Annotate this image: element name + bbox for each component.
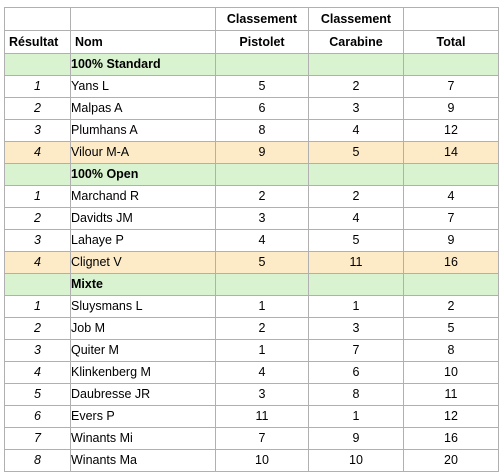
category-cell-empty[interactable] [404,164,499,186]
carabine-cell[interactable]: 2 [309,76,404,98]
name-cell[interactable]: Marchand R [71,186,216,208]
header-resultat[interactable]: Résultat [5,31,71,54]
carabine-cell[interactable]: 4 [309,208,404,230]
table-row [5,340,499,362]
pistolet-cell[interactable]: 1 [216,340,309,362]
header-row-top [5,8,499,31]
name-cell[interactable]: Malpas A [71,98,216,120]
table-row [5,450,499,472]
rank-cell[interactable]: 2 [5,98,71,120]
total-cell[interactable]: 9 [404,230,499,252]
header-classement-pistolet[interactable]: Classement [216,8,309,31]
header-row [5,31,499,54]
pistolet-cell[interactable]: 1 [216,296,309,318]
total-cell[interactable]: 10 [404,362,499,384]
rank-cell[interactable]: 4 [5,362,71,384]
category-cell-empty[interactable] [216,164,309,186]
table-row [5,318,499,340]
rank-cell[interactable]: 3 [5,230,71,252]
header-pistolet[interactable]: Pistolet [216,31,309,54]
total-cell[interactable]: 7 [404,208,499,230]
total-cell[interactable]: 11 [404,384,499,406]
name-cell[interactable]: Clignet V [71,252,216,274]
name-cell[interactable]: Lahaye P [71,230,216,252]
pistolet-cell[interactable]: 10 [216,450,309,472]
carabine-cell[interactable]: 8 [309,384,404,406]
total-cell[interactable]: 16 [404,428,499,450]
table-row [5,142,499,164]
carabine-cell[interactable]: 4 [309,120,404,142]
pistolet-cell[interactable]: 2 [216,318,309,340]
category-cell-empty[interactable] [5,54,71,76]
pistolet-cell[interactable]: 4 [216,230,309,252]
table-row [5,120,499,142]
rank-cell[interactable]: 8 [5,450,71,472]
total-cell[interactable]: 12 [404,120,499,142]
carabine-cell[interactable]: 3 [309,98,404,120]
table-row [5,186,499,208]
total-cell[interactable]: 7 [404,76,499,98]
header-classement-carabine[interactable]: Classement [309,8,404,31]
carabine-cell[interactable]: 2 [309,186,404,208]
table-row [5,296,499,318]
carabine-cell[interactable]: 11 [309,252,404,274]
category-cell-empty[interactable] [216,54,309,76]
rank-cell[interactable]: 4 [5,252,71,274]
name-cell[interactable]: Quiter M [71,340,216,362]
category-cell-empty[interactable] [309,54,404,76]
pistolet-cell[interactable]: 8 [216,120,309,142]
name-cell[interactable]: Vilour M-A [71,142,216,164]
category-row [5,274,499,296]
carabine-cell[interactable]: 7 [309,340,404,362]
header-nom[interactable]: Nom [71,31,216,54]
rank-cell[interactable]: 7 [5,428,71,450]
name-cell[interactable]: Evers P [71,406,216,428]
table-row [5,406,499,428]
rank-cell[interactable]: 3 [5,120,71,142]
pistolet-cell[interactable]: 6 [216,98,309,120]
table-row [5,230,499,252]
pistolet-cell[interactable]: 3 [216,384,309,406]
category-title[interactable]: 100% Open [71,164,216,186]
results-table [4,7,499,472]
name-cell[interactable]: Daubresse JR [71,384,216,406]
rank-cell[interactable]: 1 [5,76,71,98]
pistolet-cell[interactable]: 5 [216,76,309,98]
pistolet-cell[interactable]: 9 [216,142,309,164]
table-row [5,76,499,98]
table-row [5,98,499,120]
name-cell[interactable]: Job M [71,318,216,340]
name-cell[interactable]: Yans L [71,76,216,98]
table-row [5,384,499,406]
total-cell[interactable]: 8 [404,340,499,362]
carabine-cell[interactable]: 6 [309,362,404,384]
pistolet-cell[interactable]: 11 [216,406,309,428]
carabine-cell[interactable]: 3 [309,318,404,340]
carabine-cell[interactable]: 9 [309,428,404,450]
carabine-cell[interactable]: 1 [309,296,404,318]
header-total[interactable]: Total [404,31,499,54]
category-row [5,164,499,186]
pistolet-cell[interactable]: 3 [216,208,309,230]
total-cell[interactable]: 5 [404,318,499,340]
pistolet-cell[interactable]: 2 [216,186,309,208]
rank-cell[interactable]: 5 [5,384,71,406]
rank-cell[interactable]: 4 [5,142,71,164]
pistolet-cell[interactable]: 7 [216,428,309,450]
rank-cell[interactable]: 1 [5,296,71,318]
category-cell-empty[interactable] [5,274,71,296]
rank-cell[interactable]: 2 [5,208,71,230]
header-cell-empty[interactable] [71,8,216,31]
name-cell[interactable]: Klinkenberg M [71,362,216,384]
header-cell-empty[interactable] [404,8,499,31]
carabine-cell[interactable]: 5 [309,230,404,252]
rank-cell[interactable]: 2 [5,318,71,340]
category-row [5,54,499,76]
rank-cell[interactable]: 3 [5,340,71,362]
total-cell[interactable]: 16 [404,252,499,274]
table-row [5,252,499,274]
category-title[interactable]: Mixte [71,274,216,296]
total-cell[interactable]: 12 [404,406,499,428]
category-cell-empty[interactable] [5,164,71,186]
header-cell-empty[interactable] [5,8,71,31]
name-cell[interactable]: Sluysmans L [71,296,216,318]
category-cell-empty[interactable] [309,274,404,296]
pistolet-cell[interactable]: 4 [216,362,309,384]
carabine-cell[interactable]: 10 [309,450,404,472]
table-row [5,428,499,450]
category-cell-empty[interactable] [309,164,404,186]
carabine-cell[interactable]: 5 [309,142,404,164]
name-cell[interactable]: Winants Mi [71,428,216,450]
rank-cell[interactable]: 1 [5,186,71,208]
category-cell-empty[interactable] [404,274,499,296]
name-cell[interactable]: Winants Ma [71,450,216,472]
pistolet-cell[interactable]: 5 [216,252,309,274]
rank-cell[interactable]: 6 [5,406,71,428]
category-cell-empty[interactable] [216,274,309,296]
table-row [5,362,499,384]
total-cell[interactable]: 20 [404,450,499,472]
total-cell[interactable]: 9 [404,98,499,120]
total-cell[interactable]: 14 [404,142,499,164]
category-cell-empty[interactable] [404,54,499,76]
name-cell[interactable]: Plumhans A [71,120,216,142]
total-cell[interactable]: 2 [404,296,499,318]
category-title[interactable]: 100% Standard [71,54,216,76]
table-row [5,208,499,230]
name-cell[interactable]: Davidts JM [71,208,216,230]
total-cell[interactable]: 4 [404,186,499,208]
carabine-cell[interactable]: 1 [309,406,404,428]
header-carabine[interactable]: Carabine [309,31,404,54]
